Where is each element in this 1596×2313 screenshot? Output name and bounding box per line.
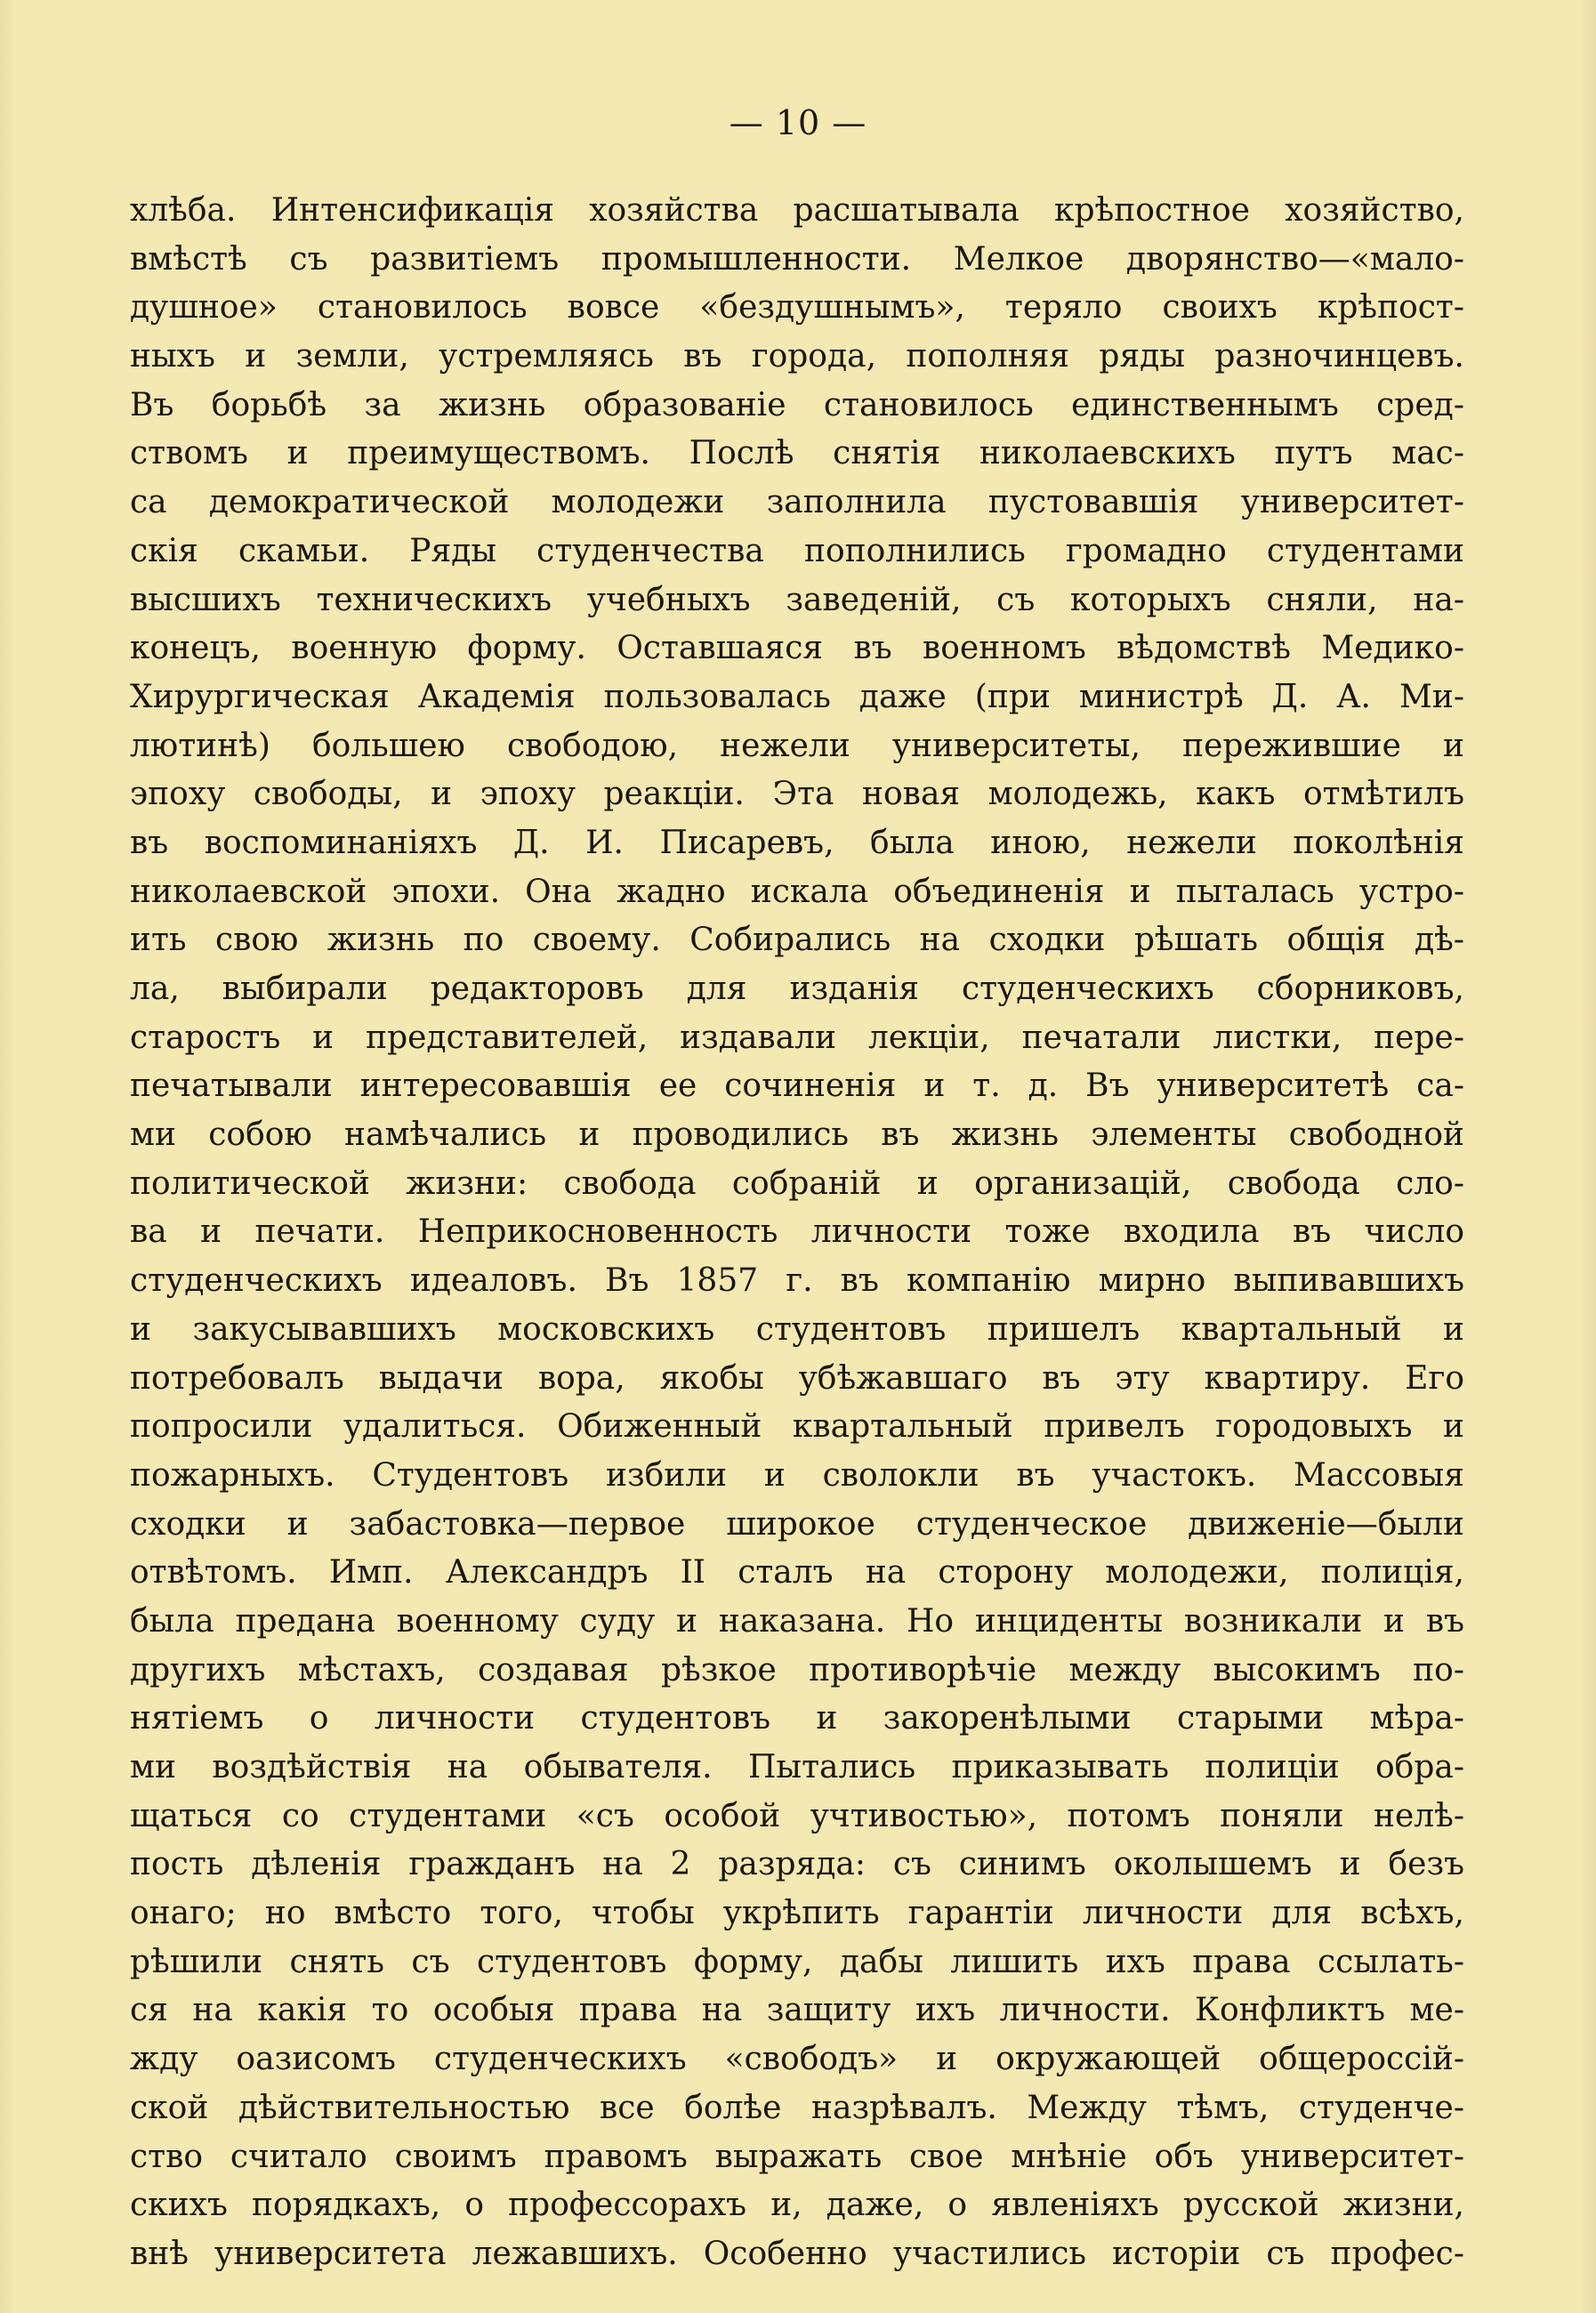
text-line: старостъ и представителей, издавали лекціи, печатали листки, пере-: [130, 1019, 1464, 1056]
text-line: ми собою намѣчались и проводились въ жизнь элементы свободной: [130, 1116, 1464, 1154]
text-line: онаго; но вмѣсто того, чтобы укрѣпить гарантіи личности для всѣхъ,: [130, 1895, 1464, 1932]
text-line: конецъ, военную форму. Оставшаяся въ военномъ вѣдомствѣ Медико-: [130, 630, 1464, 667]
text-line: ныхъ и земли, устремляясь въ города, пополняя ряды разночинцевъ.: [130, 338, 1464, 375]
body-text: [130, 187, 1464, 2279]
text-line: другихъ мѣстахъ, создавая рѣзкое противорѣчіе между высокимъ по-: [130, 1651, 1464, 1688]
text-line: печатывали интересовавшія ее сочиненія и т. д. Въ университетѣ са-: [130, 1068, 1464, 1105]
text-line: политической жизни: свобода собраній и организацій, свобода сло-: [130, 1165, 1464, 1202]
text-line: ство считало своимъ правомъ выражать свое мнѣніе объ университет-: [130, 2138, 1464, 2175]
text-line: вмѣстѣ съ развитіемъ промышленности. Мелкое дворянство—«мало-: [130, 240, 1464, 278]
text-line: эпоху свободы, и эпоху реакціи. Эта новая молодежь, какъ отмѣтилъ: [130, 776, 1464, 813]
text-line: пожарныхъ. Студентовъ избили и сволокли въ участокъ. Массовыя: [130, 1456, 1464, 1494]
text-line: щаться со студентами «съ особой учтивостью», потомъ поняли нелѣ-: [130, 1797, 1464, 1834]
text-line: внѣ университета лежавшихъ. Особенно участились исторіи съ профес-: [130, 2235, 1464, 2272]
text-line: студенческихъ идеаловъ. Въ 1857 г. въ компанію мирно выпивавшихъ: [130, 1262, 1464, 1300]
page-right-edge: [1580, 0, 1596, 2313]
text-line: въ воспоминаніяхъ Д. И. Писаревъ, была иною, нежели поколѣнія: [130, 824, 1464, 861]
text-line: ить свою жизнь по своему. Собирались на сходки рѣшать общія дѣ-: [130, 922, 1464, 959]
text-line: са демократической молодежи заполнила пустовавшія университет-: [130, 484, 1464, 521]
text-line: хлѣба. Интенсификація хозяйства расшатывала крѣпостное хозяйство,: [130, 192, 1464, 229]
text-line: душное» становилось вовсе «бездушнымъ», теряло своихъ крѣпост-: [130, 289, 1464, 326]
text-line: Хирургическая Академія пользовалась даже (при министрѣ Д. А. Ми-: [130, 678, 1464, 715]
text-line: ской дѣйствительностью все болѣе назрѣвалъ. Между тѣмъ, студенче-: [130, 2089, 1464, 2126]
text-line: ся на какія то особыя права на защиту ихъ личности. Конфликтъ ме-: [130, 1992, 1464, 2029]
text-line: пость дѣленія гражданъ на 2 разряда: съ синимъ околышемъ и безъ: [130, 1846, 1464, 1883]
text-line: Въ борьбѣ за жизнь образованіе становилось единственнымъ сред-: [130, 386, 1464, 423]
text-line: ва и печати. Неприкосновенность личности тоже входила въ число: [130, 1213, 1464, 1251]
text-line: и закусывавшихъ московскихъ студентовъ пришелъ квартальный и: [130, 1310, 1464, 1348]
page-left-edge: [0, 0, 16, 2313]
text-line: нятіемъ о личности студентовъ и закоренѣлыми старыми мѣра-: [130, 1700, 1464, 1737]
page-number: — 10 —: [729, 103, 867, 142]
text-line: рѣшили снять съ студентовъ форму, дабы лишить ихъ права ссылать-: [130, 1943, 1464, 1980]
text-line: отвѣтомъ. Имп. Александръ II сталъ на сторону молодежи, полиція,: [130, 1554, 1464, 1592]
text-line: высшихъ техническихъ учебныхъ заведеній, съ которыхъ сняли, на-: [130, 581, 1464, 618]
text-line: скихъ порядкахъ, о профессорахъ и, даже, о явленіяхъ русской жизни,: [130, 2187, 1464, 2224]
text-line: николаевской эпохи. Она жадно искала объединенія и пыталась устро-: [130, 873, 1464, 910]
text-line: сходки и забастовка—первое широкое студенческое движеніе—были: [130, 1505, 1464, 1543]
text-line: ствомъ и преимуществомъ. Послѣ снятія николаевскихъ путъ мас-: [130, 435, 1464, 472]
text-line: скія скамьи. Ряды студенчества пополнились громадно студентами: [130, 532, 1464, 569]
text-line: потребовалъ выдачи вора, якобы убѣжавшаго въ эту квартиру. Его: [130, 1359, 1464, 1397]
text-line: ла, выбирали редакторовъ для изданія студенческихъ сборниковъ,: [130, 971, 1464, 1007]
text-line: была предана военному суду и наказана. Но инциденты возникали и въ: [130, 1602, 1464, 1640]
text-line: ми воздѣйствія на обывателя. Пытались приказывать полиціи обра-: [130, 1749, 1464, 1785]
text-line: лютинѣ) большею свободою, нежели университеты, пережившие и: [130, 727, 1464, 764]
text-line: жду оазисомъ студенческихъ «свободъ» и окружающей общероссій-: [130, 2041, 1464, 2078]
text-line: попросили удалиться. Обиженный квартальный привелъ городовыхъ и: [130, 1408, 1464, 1446]
